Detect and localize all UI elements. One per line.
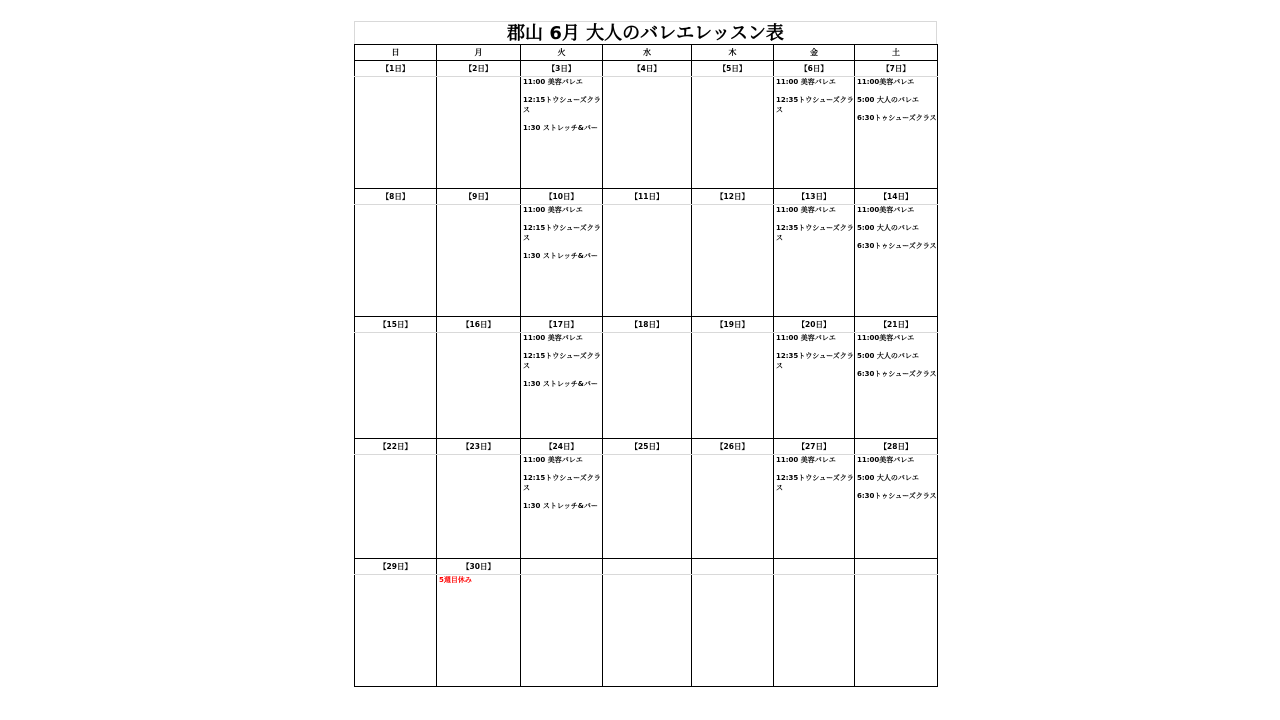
- day-cell: [437, 205, 521, 317]
- lesson-entry: 11:00 美容バレエ: [523, 334, 583, 342]
- date-label: 【23日】: [437, 439, 521, 455]
- date-label: 【2日】: [437, 61, 521, 77]
- day-cell: [437, 455, 521, 559]
- lesson-entry: 12:15トウシューズクラス: [523, 474, 601, 492]
- lesson-entry: 11:00 美容バレエ: [523, 456, 583, 464]
- page-title: 郡山 6月 大人のバレエレッスン表: [354, 21, 937, 44]
- weekday-header: 火: [521, 45, 603, 61]
- day-cell: [521, 575, 603, 687]
- day-cell: [692, 77, 774, 189]
- lesson-row: [355, 575, 938, 687]
- lesson-row: [355, 77, 938, 189]
- lesson-entry: 11:00 美容バレエ: [776, 206, 836, 214]
- date-label: 【20日】: [774, 317, 855, 333]
- lesson-entry: 11:00美容バレエ: [857, 206, 915, 214]
- weekday-header: 水: [603, 45, 692, 61]
- date-label: 【9日】: [437, 189, 521, 205]
- date-label: 【29日】: [355, 559, 437, 575]
- calendar-table: [354, 44, 938, 687]
- date-label: 【15日】: [355, 317, 437, 333]
- date-label: 【26日】: [692, 439, 774, 455]
- lesson-entry: 1:30 ストレッチ&バー: [523, 380, 598, 388]
- date-label: [855, 559, 938, 575]
- day-cell: [603, 455, 692, 559]
- day-cell: [355, 205, 437, 317]
- date-label: 【19日】: [692, 317, 774, 333]
- day-cell: [603, 575, 692, 687]
- date-label: [774, 559, 855, 575]
- lesson-entry: 1:30 ストレッチ&バー: [523, 124, 598, 132]
- day-cell: [521, 455, 603, 559]
- day-cell: [603, 205, 692, 317]
- day-cell: [437, 333, 521, 439]
- date-label: 【10日】: [521, 189, 603, 205]
- date-label: 【22日】: [355, 439, 437, 455]
- date-label: 【12日】: [692, 189, 774, 205]
- lesson-entry: 12:15トウシューズクラス: [523, 224, 601, 242]
- closure-notice: 5週目休み: [439, 576, 472, 584]
- lesson-entry: 5:00 大人のバレエ: [857, 224, 919, 232]
- day-cell: [855, 77, 938, 189]
- lesson-entry: 12:35トウシューズクラス: [776, 352, 854, 370]
- date-row: [355, 439, 938, 455]
- lesson-entry: 1:30 ストレッチ&バー: [523, 252, 598, 260]
- day-cell: [692, 455, 774, 559]
- date-label: 【14日】: [855, 189, 938, 205]
- date-label: 【4日】: [603, 61, 692, 77]
- date-label: 【18日】: [603, 317, 692, 333]
- weekday-header-row: [355, 45, 938, 61]
- day-cell: [603, 77, 692, 189]
- date-label: 【27日】: [774, 439, 855, 455]
- lesson-entry: 11:00 美容バレエ: [776, 78, 836, 86]
- date-row: [355, 559, 938, 575]
- lesson-entry: 5:00 大人のバレエ: [857, 474, 919, 482]
- day-cell: [355, 455, 437, 559]
- day-cell: [774, 333, 855, 439]
- weekday-header: 木: [692, 45, 774, 61]
- day-cell: [603, 333, 692, 439]
- date-label: 【25日】: [603, 439, 692, 455]
- weekday-header: 日: [355, 45, 437, 61]
- lesson-entry: 6:30トゥシューズクラス: [857, 114, 937, 122]
- lesson-entry: 6:30トゥシューズクラス: [857, 242, 937, 250]
- date-label: 【3日】: [521, 61, 603, 77]
- date-label: [692, 559, 774, 575]
- day-cell: [521, 205, 603, 317]
- date-label: 【8日】: [355, 189, 437, 205]
- date-label: 【17日】: [521, 317, 603, 333]
- day-cell: [521, 77, 603, 189]
- date-label: 【5日】: [692, 61, 774, 77]
- weekday-header: 月: [437, 45, 521, 61]
- lesson-entry: 12:35トウシューズクラス: [776, 224, 854, 242]
- day-cell: [855, 455, 938, 559]
- weekday-header: 土: [855, 45, 938, 61]
- date-label: 【6日】: [774, 61, 855, 77]
- day-cell: [355, 77, 437, 189]
- date-label: [521, 559, 603, 575]
- date-row: [355, 317, 938, 333]
- date-label: 【7日】: [855, 61, 938, 77]
- lesson-entry: 6:30トゥシューズクラス: [857, 492, 937, 500]
- day-cell: [355, 333, 437, 439]
- day-cell: [855, 333, 938, 439]
- weekday-header: 金: [774, 45, 855, 61]
- day-cell: [774, 455, 855, 559]
- day-cell: [855, 575, 938, 687]
- lesson-row: [355, 333, 938, 439]
- day-cell: [774, 77, 855, 189]
- lesson-entry: 11:00美容バレエ: [857, 456, 915, 464]
- lesson-entry: 11:00 美容バレエ: [523, 78, 583, 86]
- lesson-entry: 11:00 美容バレエ: [776, 456, 836, 464]
- date-label: [603, 559, 692, 575]
- lesson-entry: 11:00 美容バレエ: [776, 334, 836, 342]
- date-label: 【16日】: [437, 317, 521, 333]
- day-cell: [692, 575, 774, 687]
- lesson-entry: 12:35トウシューズクラス: [776, 474, 854, 492]
- day-cell: [855, 205, 938, 317]
- day-cell: [437, 77, 521, 189]
- date-label: 【24日】: [521, 439, 603, 455]
- day-cell: [692, 333, 774, 439]
- day-cell: [774, 575, 855, 687]
- date-label: 【30日】: [437, 559, 521, 575]
- date-label: 【11日】: [603, 189, 692, 205]
- lesson-entry: 12:35トウシューズクラス: [776, 96, 854, 114]
- lesson-entry: 6:30トゥシューズクラス: [857, 370, 937, 378]
- lesson-entry: 11:00美容バレエ: [857, 78, 915, 86]
- day-cell: [437, 575, 521, 687]
- lesson-entry: 5:00 大人のバレエ: [857, 96, 919, 104]
- lesson-entry: 1:30 ストレッチ&バー: [523, 502, 598, 510]
- day-cell: [692, 205, 774, 317]
- day-cell: [521, 333, 603, 439]
- lesson-row: [355, 455, 938, 559]
- lesson-entry: 12:15トウシューズクラス: [523, 352, 601, 370]
- date-label: 【28日】: [855, 439, 938, 455]
- date-label: 【13日】: [774, 189, 855, 205]
- lesson-entry: 12:15トウシューズクラス: [523, 96, 601, 114]
- lesson-entry: 11:00 美容バレエ: [523, 206, 583, 214]
- date-label: 【21日】: [855, 317, 938, 333]
- lesson-entry: 5:00 大人のバレエ: [857, 352, 919, 360]
- date-row: [355, 189, 938, 205]
- lesson-entry: 11:00美容バレエ: [857, 334, 915, 342]
- date-row: [355, 61, 938, 77]
- day-cell: [355, 575, 437, 687]
- lesson-row: [355, 205, 938, 317]
- schedule-sheet: [354, 21, 937, 684]
- date-label: 【1日】: [355, 61, 437, 77]
- day-cell: [774, 205, 855, 317]
